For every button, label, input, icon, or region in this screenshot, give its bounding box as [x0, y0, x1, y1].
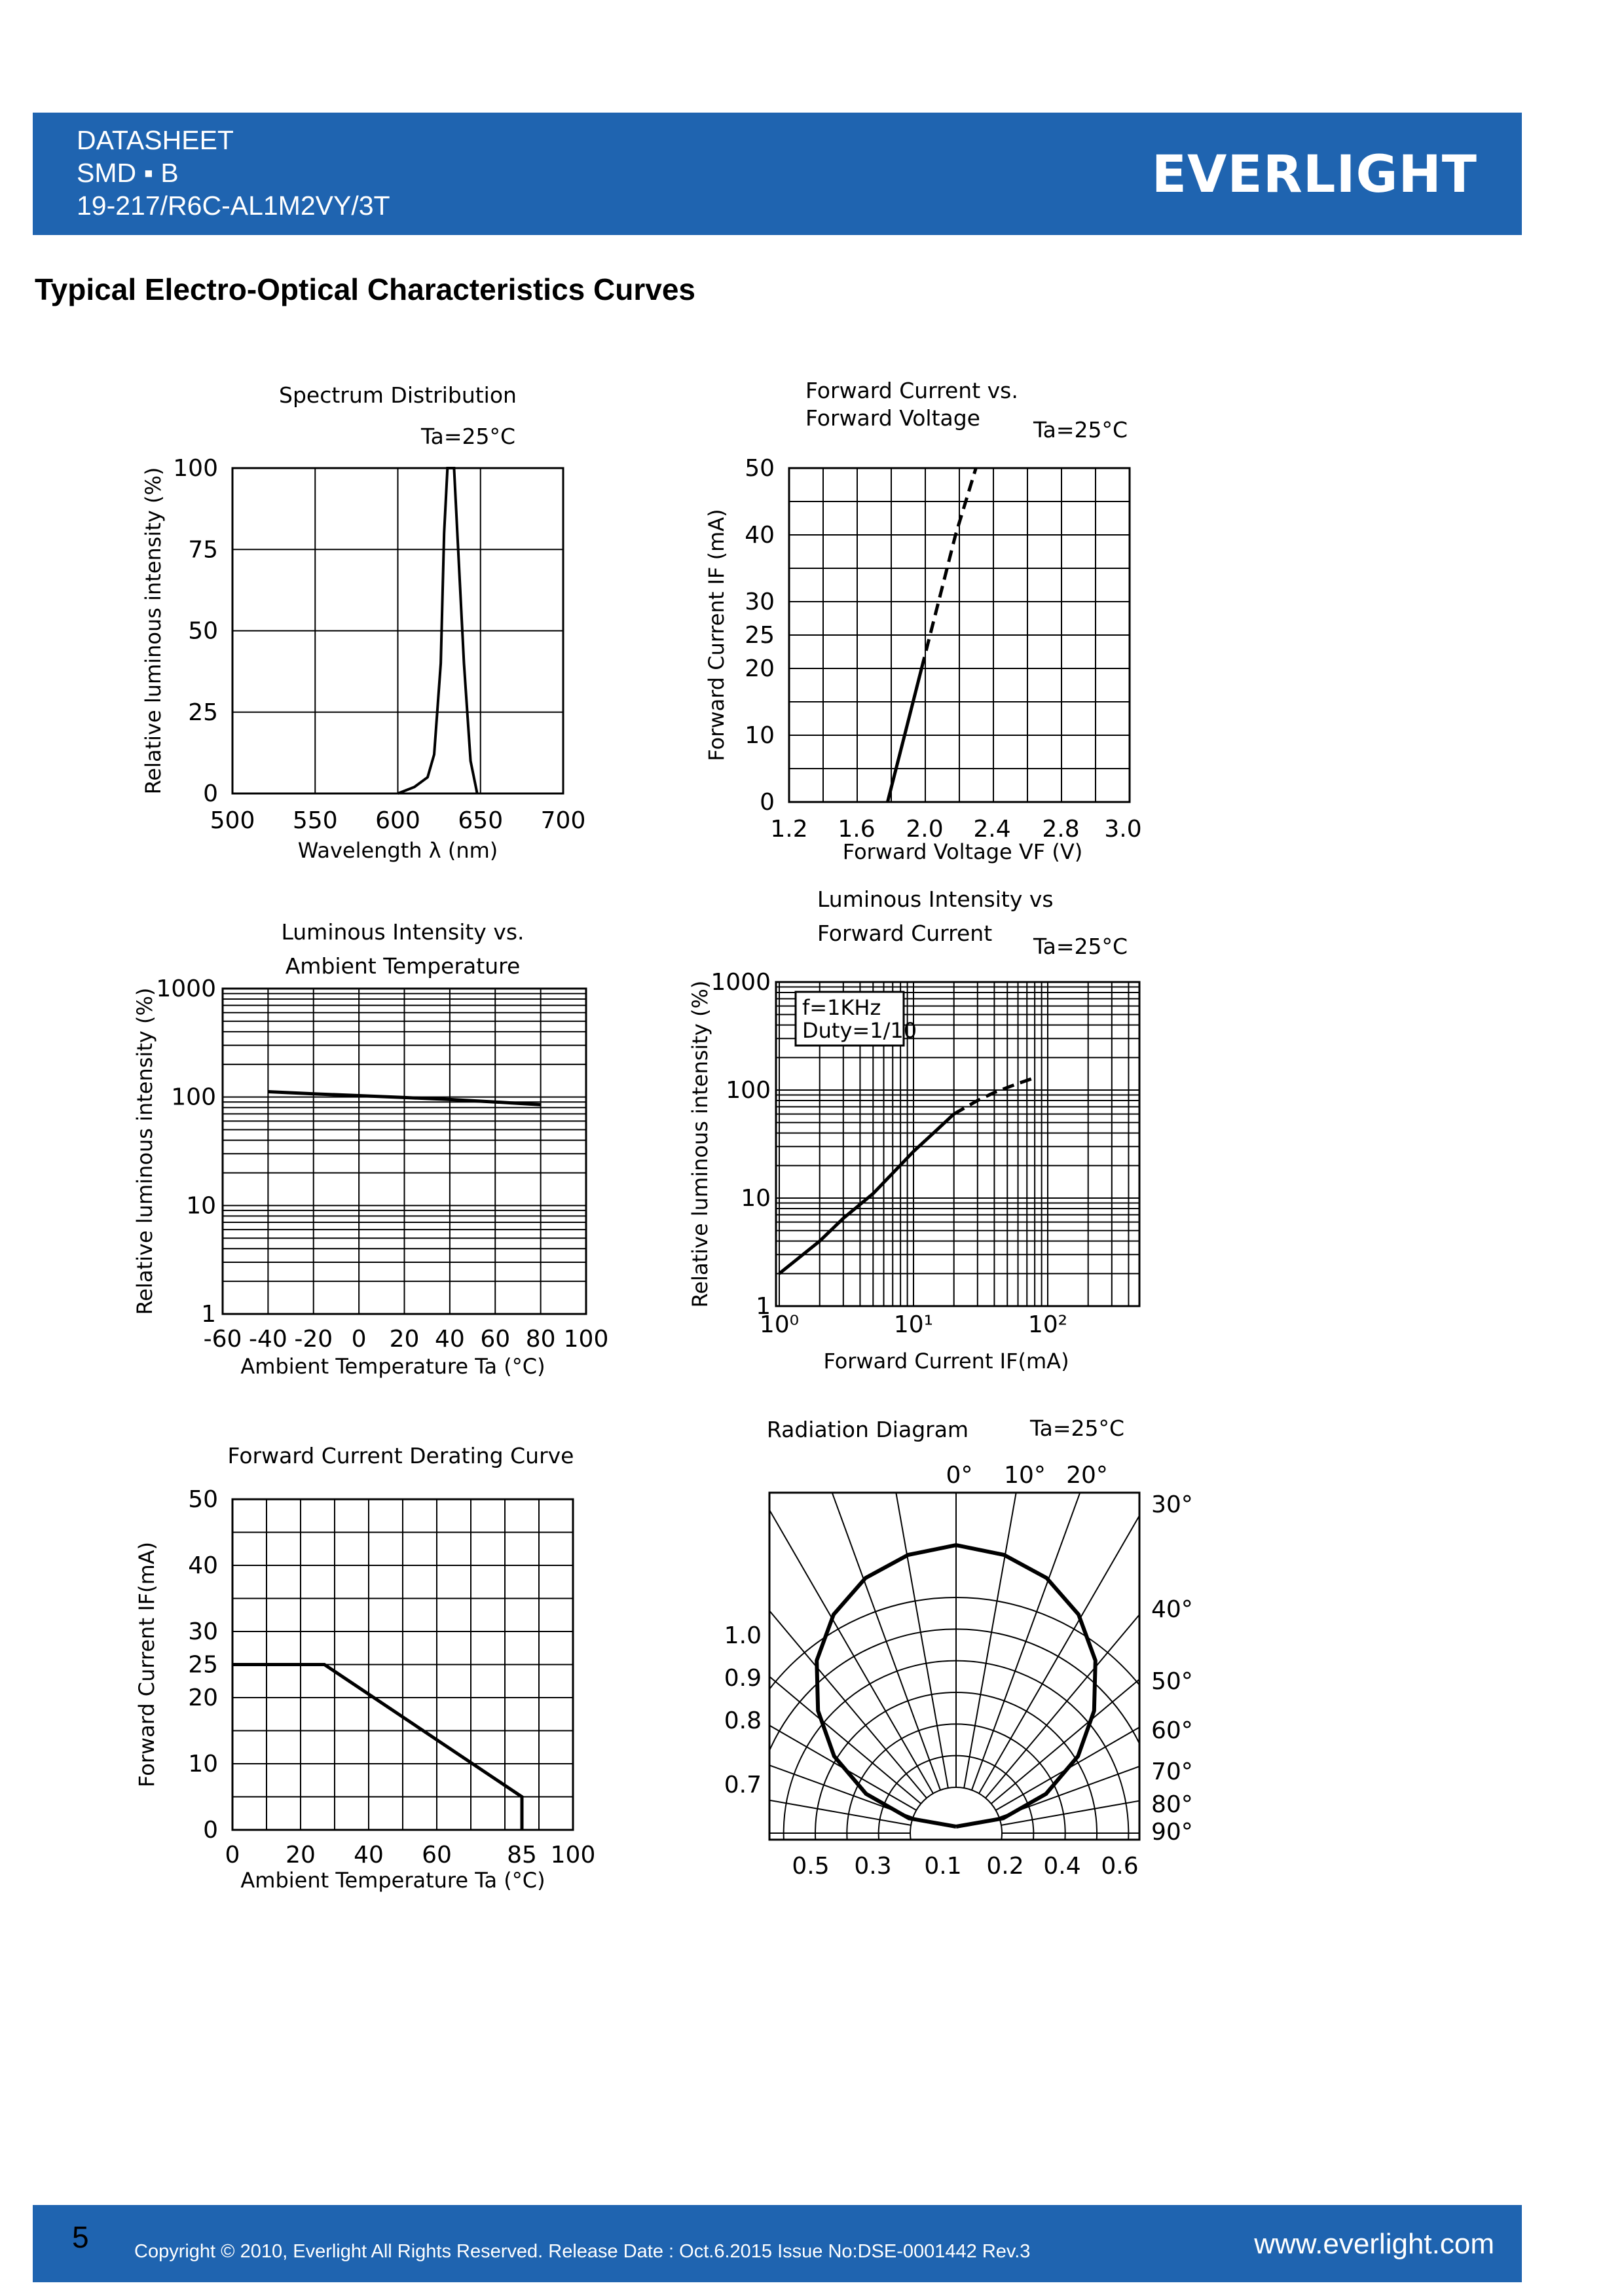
y-tick-label: 40 — [745, 522, 775, 549]
chart-title: Forward Voltage — [805, 405, 980, 431]
y-tick-label: 100 — [726, 1077, 771, 1104]
x-tick-label: -20 — [294, 1326, 333, 1353]
condition-label: Ta=25°C — [1033, 417, 1128, 443]
bottom-scale-label: 0.5 — [792, 1853, 830, 1880]
angle-label: 90° — [1151, 1819, 1193, 1846]
x-axis-label: Ambient Temperature Ta (°C) — [240, 1354, 545, 1379]
x-tick-label: 85 — [507, 1842, 537, 1868]
angle-spoke — [661, 1323, 933, 1794]
x-tick-label: 1.2 — [770, 816, 808, 843]
bottom-scale-label: 0.1 — [924, 1853, 962, 1880]
bottom-scale-label: 0.3 — [854, 1853, 892, 1880]
bottom-scale-label: 0.6 — [1101, 1853, 1139, 1880]
x-tick-label: 550 — [292, 807, 338, 834]
y-tick-label: 10 — [186, 1192, 216, 1220]
x-tick-label: 0 — [225, 1842, 240, 1868]
bottom-scale-label: 0.2 — [986, 1853, 1024, 1880]
x-tick-label: 20 — [286, 1842, 316, 1868]
everlight-logo: EVERLIGHT — [1151, 145, 1477, 204]
chart-title: Forward Current Derating Curve — [227, 1443, 574, 1468]
x-tick-label: 10² — [1027, 1311, 1068, 1338]
y-tick-label: 10 — [741, 1185, 771, 1212]
chart-title: Forward Current vs. — [805, 378, 1018, 403]
x-tick-label: 600 — [375, 807, 420, 834]
x-tick-label: 2.0 — [906, 816, 944, 843]
angle-spoke — [979, 1323, 1251, 1794]
x-tick-label: 2.4 — [973, 816, 1011, 843]
y-axis-label: Forward Current IF (mA) — [704, 509, 729, 761]
radial-label: 0.8 — [724, 1707, 762, 1734]
y-tick-label: 40 — [188, 1552, 218, 1579]
y-tick-label: 10 — [188, 1751, 218, 1777]
section-title: Typical Electro-Optical Characteristics Curves — [35, 272, 695, 306]
annotation-label: f=1KHz — [802, 995, 881, 1020]
y-tick-label: 25 — [188, 699, 218, 726]
doc-type: DATASHEET — [77, 125, 234, 155]
angle-label: 40° — [1151, 1596, 1193, 1623]
website-link[interactable]: www.everlight.com — [1254, 2228, 1494, 2260]
y-axis-label: Relative luminous intensity (%) — [132, 987, 157, 1315]
condition-label: Ta=25°C — [1029, 1415, 1125, 1441]
y-tick-label: 20 — [188, 1685, 218, 1711]
derating-curve — [232, 1665, 522, 1831]
y-tick-label: 0 — [760, 789, 775, 816]
y-tick-label: 1000 — [156, 975, 216, 1002]
series: SMD ▪ B — [77, 158, 179, 188]
x-tick-label: 0 — [351, 1326, 367, 1353]
chart-title: Spectrum Distribution — [279, 382, 517, 408]
x-tick-label: 2.8 — [1042, 816, 1080, 843]
y-tick-label: 1 — [756, 1293, 771, 1320]
y-tick-label: 25 — [745, 622, 775, 649]
x-tick-label: 10⁰ — [759, 1311, 800, 1338]
copyright-text: Copyright © 2010, Everlight All Rights Reserved. Release Date : Oct.6.2015 Issue No:DSE-0001442 Rev.3 — [134, 2241, 1031, 2262]
y-axis-label: Forward Current IF(mA) — [134, 1541, 159, 1788]
radial-label: 1.0 — [724, 1622, 762, 1649]
angle-spoke — [999, 1631, 1510, 1817]
angle-spoke — [577, 1382, 927, 1798]
part-number: 19-217/R6C-AL1M2VY/3T — [77, 191, 390, 221]
x-tick-label: -40 — [248, 1326, 287, 1353]
angle-label: 80° — [1151, 1791, 1193, 1818]
page-number: 5 — [72, 2220, 89, 2254]
x-tick-label: 60 — [480, 1326, 511, 1353]
y-tick-label: 75 — [188, 536, 218, 564]
chart-title: Luminous Intensity vs. — [281, 919, 525, 945]
condition-label: Ta=25°C — [420, 424, 516, 449]
intensity-current-curve — [779, 1114, 954, 1274]
x-axis-label: Forward Current IF(mA) — [823, 1349, 1069, 1374]
x-tick-label: 60 — [422, 1842, 452, 1868]
y-tick-label: 100 — [173, 455, 218, 482]
x-axis-label: Ambient Temperature Ta (°C) — [240, 1868, 545, 1893]
x-axis-label: Forward Voltage VF (V) — [842, 839, 1083, 864]
y-tick-label: 10 — [745, 722, 775, 749]
chart-title: Luminous Intensity vs — [817, 886, 1054, 912]
y-tick-label: 1000 — [710, 969, 771, 996]
y-tick-label: 100 — [171, 1084, 216, 1111]
x-tick-label: 40 — [434, 1326, 465, 1353]
y-tick-label: 50 — [188, 617, 218, 645]
y-tick-label: 50 — [745, 455, 775, 482]
footer-banner — [33, 2205, 1522, 2282]
x-tick-label: 1.6 — [838, 816, 876, 843]
x-tick-label: 650 — [458, 807, 504, 834]
angle-label: 0° — [946, 1462, 973, 1489]
angle-spoke — [402, 1631, 913, 1817]
angle-label: 30° — [1151, 1491, 1193, 1518]
angle-label: 10° — [1004, 1462, 1046, 1489]
angle-spoke — [505, 1454, 921, 1804]
y-tick-label: 1 — [201, 1301, 216, 1328]
y-axis-label: Relative luminous intensity (%) — [141, 467, 166, 795]
radial-label: 0.9 — [724, 1665, 762, 1692]
y-tick-label: 30 — [188, 1618, 218, 1645]
x-tick-label: 500 — [210, 807, 255, 834]
y-tick-label: 0 — [203, 1817, 218, 1844]
bottom-scale-label: 0.4 — [1043, 1853, 1081, 1880]
x-tick-label: 80 — [525, 1326, 556, 1353]
angle-label: 70° — [1151, 1758, 1193, 1785]
y-tick-label: 25 — [188, 1651, 218, 1679]
chart-title: Forward Current — [817, 920, 993, 946]
x-tick-label: 3.0 — [1104, 816, 1142, 843]
y-tick-label: 20 — [745, 655, 775, 682]
x-tick-label: 100 — [550, 1842, 596, 1868]
angle-label: 60° — [1151, 1717, 1193, 1744]
radial-label: 0.7 — [724, 1772, 762, 1798]
x-tick-label: 40 — [354, 1842, 384, 1868]
angle-label: 50° — [1151, 1668, 1193, 1695]
y-tick-label: 50 — [188, 1486, 218, 1513]
angle-label: 20° — [1066, 1462, 1108, 1489]
chart-title: Radiation Diagram — [766, 1417, 969, 1442]
annotation-label: Duty=1/10 — [802, 1018, 917, 1043]
y-tick-label: 0 — [203, 780, 218, 807]
x-axis-label: Wavelength λ (nm) — [297, 838, 498, 863]
x-tick-label: 10¹ — [893, 1311, 934, 1338]
chart-title: Ambient Temperature — [285, 953, 521, 979]
angle-spoke — [991, 1454, 1408, 1804]
x-tick-label: 700 — [540, 807, 586, 834]
condition-label: Ta=25°C — [1033, 934, 1128, 959]
x-tick-label: 100 — [563, 1326, 609, 1353]
y-tick-label: 30 — [745, 589, 775, 615]
x-tick-label: 20 — [389, 1326, 420, 1353]
x-tick-label: -60 — [203, 1326, 242, 1353]
y-axis-label: Relative luminous intensity (%) — [688, 980, 712, 1308]
